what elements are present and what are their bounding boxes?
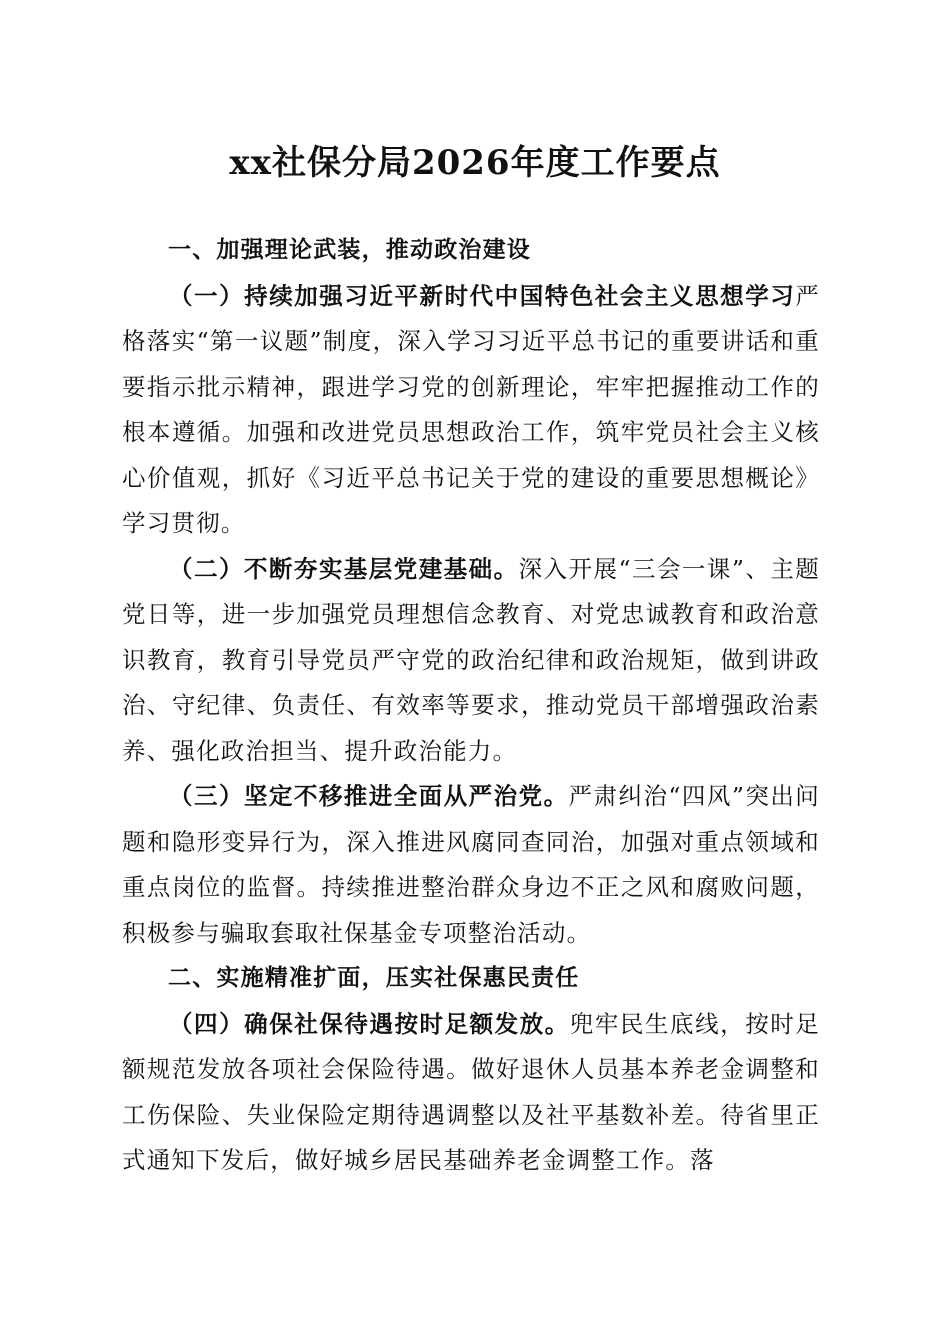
- paragraph-4-text: 兜牢民生底线，按时足额规范发放各项社会保险待遇。做好退休人员基本养老金调整和工伤保险、失业保险定期待遇调整以及社平基数补差。待省里正式通知下发后，做好城乡居民基础养老金调整工作。落: [122, 1009, 821, 1174]
- paragraph-1: [122, 274, 820, 547]
- paragraph-4: [122, 1002, 820, 1184]
- paragraph-2-text: 深入开展“三会一课”、主题党日等，进一步加强党员理想信念教育、对党忠诚教育和政治意识教育，教育引导党员严守党的政治纪律和政治规矩，做到讲政治、守纪律、负责任、有效率等要求，推动党员干部增强政治素养、强化政治担当、提升政治能力。: [122, 554, 820, 765]
- paragraph-2: [122, 547, 820, 775]
- document-title: xx社保分局2026年度工作要点: [229, 143, 721, 183]
- paragraph-1-lead: （一）持续加强习近平新时代中国特色社会主义思想学习: [169, 281, 796, 310]
- paragraph-4-lead: （四）确保社保待遇按时足额发放。: [169, 1009, 570, 1038]
- paragraph-3-text: 严肃纠治“四风”突出问题和隐形变异行为，深入推进风腐同查同治，加强对重点领域和重点岗位的监督。持续推进整治群众身边不正之风和腐败问题，积极参与骗取套取社保基金专项整治活动。: [122, 782, 820, 947]
- paragraph-3: [122, 774, 820, 956]
- document-body: [122, 228, 820, 1184]
- section-heading-2: 二、实施精准扩面，压实社保惠民责任: [168, 965, 580, 991]
- paragraph-2-lead: （二）不断夯实基层党建基础。: [169, 554, 519, 583]
- paragraph-1-text: 严格落实“第一议题”制度，深入学习习近平总书记的重要讲话和重要指示批示精神，跟进学习党的创新理论，牢牢把握推动工作的根本遵循。加强和改进党员思想政治工作，筑牢党员社会主义核心价值观，抓好《习近平总书记关于党的建设的重要思想概论》学习贯彻。: [122, 281, 820, 537]
- paragraph-3-lead: （三）坚定不移推进全面从严治党。: [169, 782, 569, 810]
- section-heading-1: 一、加强理论武装，推动政治建设: [168, 237, 531, 263]
